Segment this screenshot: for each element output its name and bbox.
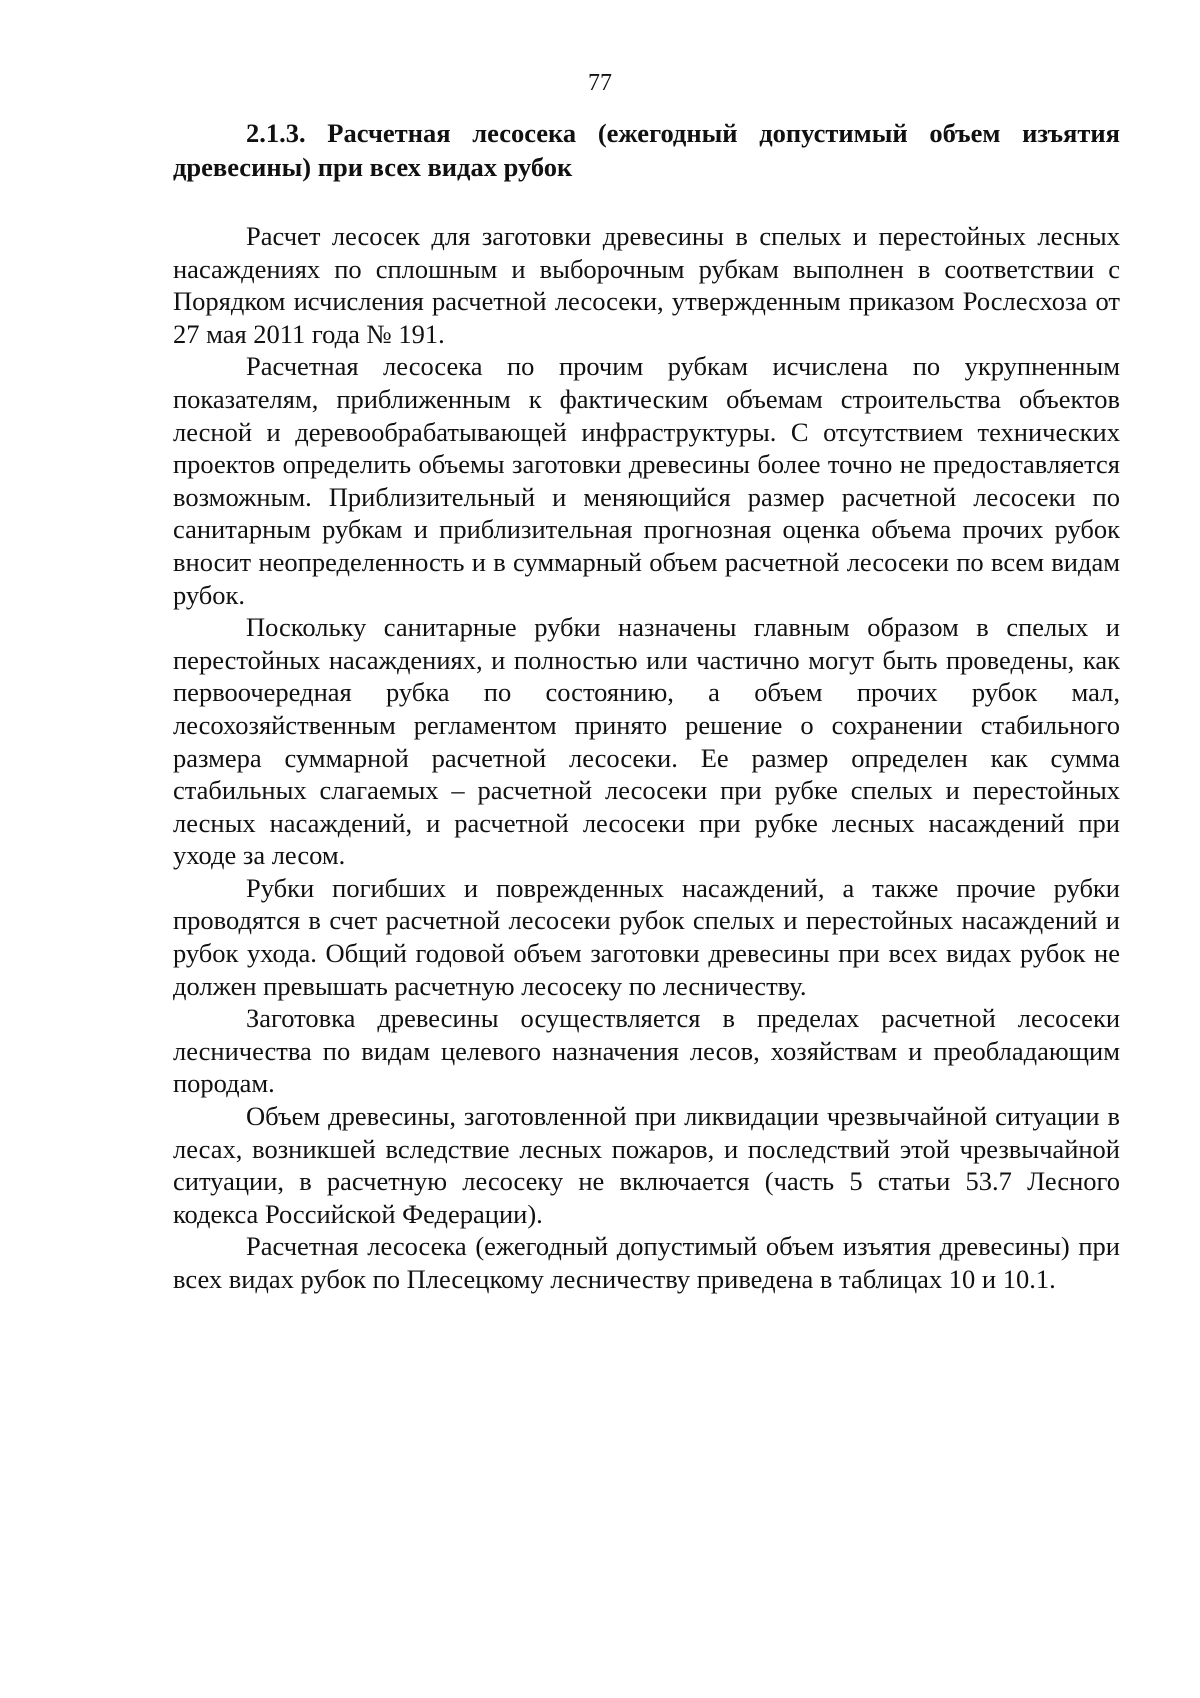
paragraph-table-reference: Расчетная лесосека (ежегодный допустимый объем изъятия древесины) при всех видах рубок по Плесецкому лесничеству приведена в таблицах 10 и 10.1. xyxy=(173,1231,1120,1294)
paragraph-damaged-stands: Рубки погибших и поврежденных насаждений, а также прочие рубки проводятся в счет расчетной лесосеки рубок спелых и перестойных насаждений и рубок ухода. Общий годовой объем заготовки древесины при всех видах рубок не должен превышать расчетную лесосеку по лесничеству. xyxy=(173,872,1120,1001)
paragraph-calculation-basis: Расчет лесосек для заготовки древесины в спелых и перестойных лесных насаждениях по сплошным и выборочным рубкам выполнен в соответствии с Порядком исчисления расчетной лесосеки, утвержденным приказом Рослесхоза от 27 мая 2011 года № 191. xyxy=(173,221,1120,349)
paragraph-sanitary-cuttings: Поскольку санитарные рубки назначены главным образом в спелых и перестойных насаждениях, и полностью или частично могут быть проведены, как первоочередная рубка по состоянию, а объем прочих рубок мал, лесохозяйственным регламентом принято решение о сохранении стабильного размера суммарной расчетной лесосеки. Ее размер определен как сумма стабильных слагаемых – расчетной лесосеки при рубке спелых и перестойных лесных насаждений, и расчетной лесосеки при рубке лесных насаждений при уходе за лесом. xyxy=(173,612,1120,871)
page-content xyxy=(173,116,1120,1296)
paragraph-emergency-volume: Объем древесины, заготовленной при ликвидации чрезвычайной ситуации в лесах, возникшей вследствие лесных пожаров, и последствий этой чрезвычайной ситуации, в расчетную лесосеку не включается (часть 5 статьи 53.7 Лесного кодекса Российской Федерации). xyxy=(173,1101,1120,1229)
page-number: 77 xyxy=(588,70,612,96)
body-text xyxy=(173,220,1120,1296)
section-heading: 2.1.3. Расчетная лесосека (ежегодный допустимый объем изъятия древесины) при всех видах рубок xyxy=(173,118,1120,182)
paragraph-harvesting-limits: Заготовка древесины осуществляется в пределах расчетной лесосеки лесничества по видам целевого назначения лесов, хозяйствам и преобладающим породам. xyxy=(173,1003,1120,1099)
paragraph-other-cuttings: Расчетная лесосека по прочим рубкам исчислена по укрупненным показателям, приближенным к фактическим объемам строительства объектов лесной и деревообрабатывающей инфраструктуры. С отсутствием технических проектов определить объемы заготовки древесины более точно не предоставляется возможным. Приблизительный и меняющийся размер расчетной лесосеки по санитарным рубкам и приблизительная прогнозная оценка объема прочих рубок вносит неопределенность и в суммарный объем расчетной лесосеки по всем видам рубок. xyxy=(173,351,1120,610)
